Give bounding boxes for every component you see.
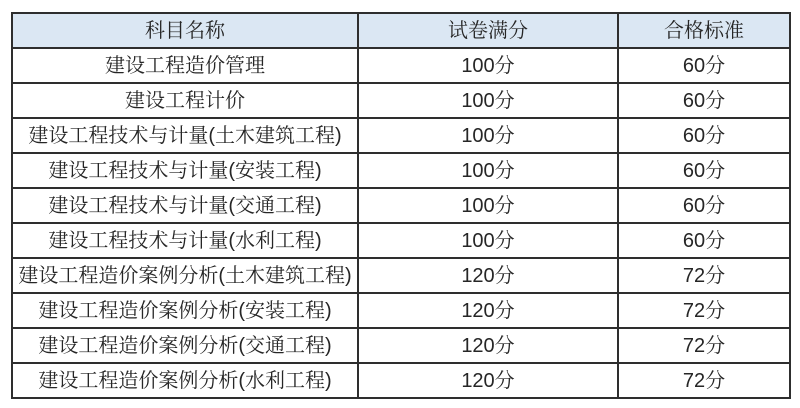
table-row <box>12 223 790 258</box>
table-row <box>12 83 790 118</box>
pass-score-cell: 72分 <box>618 258 790 293</box>
full-score-cell: 120分 <box>358 258 618 293</box>
full-score-cell: 120分 <box>358 293 618 328</box>
subject-cell: 建设工程造价案例分析(水利工程) <box>12 363 358 398</box>
full-score-cell: 100分 <box>358 153 618 188</box>
pass-score-cell: 72分 <box>618 328 790 363</box>
table-row <box>12 293 790 328</box>
full-score-cell: 100分 <box>358 223 618 258</box>
pass-score-cell: 60分 <box>618 83 790 118</box>
subject-cell: 建设工程技术与计量(水利工程) <box>12 223 358 258</box>
full-score-cell: 120分 <box>358 328 618 363</box>
subject-cell: 建设工程技术与计量(安装工程) <box>12 153 358 188</box>
subject-cell: 建设工程技术与计量(交通工程) <box>12 188 358 223</box>
table-row <box>12 48 790 83</box>
subject-cell: 建设工程计价 <box>12 83 358 118</box>
subject-cell: 建设工程造价案例分析(交通工程) <box>12 328 358 363</box>
subject-cell: 建设工程造价案例分析(安装工程) <box>12 293 358 328</box>
pass-score-cell: 72分 <box>618 293 790 328</box>
exam-score-table <box>11 12 791 399</box>
full-score-cell: 120分 <box>358 363 618 398</box>
column-header-pass-standard: 合格标准 <box>618 13 790 48</box>
pass-score-cell: 60分 <box>618 153 790 188</box>
table-row <box>12 328 790 363</box>
full-score-cell: 100分 <box>358 83 618 118</box>
pass-score-cell: 60分 <box>618 118 790 153</box>
column-header-subject: 科目名称 <box>12 13 358 48</box>
table-row <box>12 363 790 398</box>
pass-score-cell: 60分 <box>618 188 790 223</box>
pass-score-cell: 72分 <box>618 363 790 398</box>
table-row <box>12 188 790 223</box>
column-header-full-score: 试卷满分 <box>358 13 618 48</box>
table-row <box>12 258 790 293</box>
full-score-cell: 100分 <box>358 118 618 153</box>
table-row <box>12 118 790 153</box>
header-row <box>12 13 790 48</box>
subject-cell: 建设工程造价管理 <box>12 48 358 83</box>
subject-cell: 建设工程技术与计量(土木建筑工程) <box>12 118 358 153</box>
full-score-cell: 100分 <box>358 188 618 223</box>
pass-score-cell: 60分 <box>618 48 790 83</box>
pass-score-cell: 60分 <box>618 223 790 258</box>
table-row <box>12 153 790 188</box>
subject-cell: 建设工程造价案例分析(土木建筑工程) <box>12 258 358 293</box>
full-score-cell: 100分 <box>358 48 618 83</box>
